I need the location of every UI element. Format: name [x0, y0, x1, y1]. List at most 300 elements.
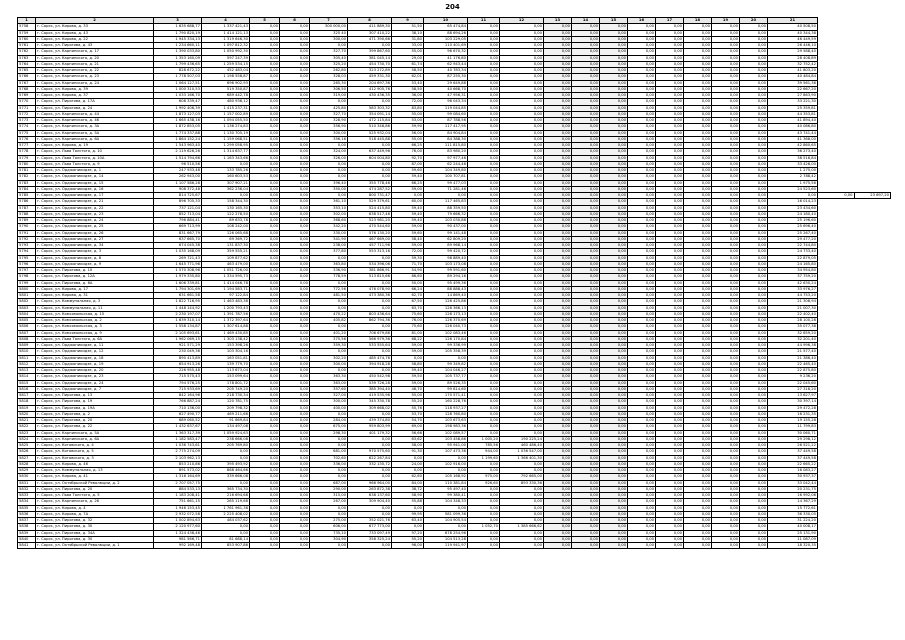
value-cell: 0,00 — [656, 280, 684, 286]
value-cell: 0,00 — [712, 343, 740, 349]
value-cell: 637 665,70 — [154, 236, 202, 242]
value-cell: 0,00 — [712, 230, 740, 236]
value-cell: 0,00 — [572, 155, 600, 161]
value-cell: 40 086,80 — [768, 124, 818, 130]
value-cell: 469 211,66 — [202, 411, 250, 417]
value-cell: 0,00 — [600, 411, 628, 417]
value-cell: 32 752,42 — [768, 61, 818, 67]
value-cell: 14 367,29 — [768, 499, 818, 505]
value-cell: 0,00 — [628, 36, 656, 42]
value-cell: 0,00 — [572, 361, 600, 367]
value-cell: 0,00 — [656, 318, 684, 324]
value-cell: 0,00 — [628, 399, 656, 405]
address-cell: г. Сорск, ул. Пирогова, д. 19А — [36, 405, 154, 411]
value-cell: 0,00 — [712, 449, 740, 455]
value-cell: 1 275,00 — [768, 168, 818, 174]
value-cell: 0,00 — [500, 193, 544, 199]
value-cell: 30 060,71 — [768, 430, 818, 436]
value-cell: 0,00 — [712, 93, 740, 99]
value-cell: 0,00 — [544, 330, 572, 336]
row-number-cell: 5760 — [18, 36, 36, 42]
value-cell: 0,00 — [250, 161, 280, 167]
value-cell: 0,00 — [712, 349, 740, 355]
row-number-cell: 5775 — [18, 130, 36, 136]
value-cell: 22 402,40 — [768, 311, 818, 317]
value-cell: 0,00 — [348, 543, 392, 549]
value-cell: 0,00 — [202, 530, 250, 536]
value-cell: 0,00 — [656, 99, 684, 105]
value-cell: 0,00 — [250, 305, 280, 311]
value-cell: 0,00 — [600, 368, 628, 374]
row-number-cell: 5795 — [18, 255, 36, 261]
value-cell: 0,00 — [712, 80, 740, 86]
value-cell: 0,00 — [684, 518, 712, 524]
value-cell: 0,00 — [280, 449, 310, 455]
value-cell: 0,00 — [656, 211, 684, 217]
value-cell: 1 199,60 — [468, 455, 500, 461]
value-cell: 0,00 — [712, 286, 740, 292]
value-cell: 0,00 — [280, 536, 310, 542]
value-cell: 0,00 — [628, 211, 656, 217]
value-cell: 0,00 — [572, 86, 600, 92]
value-cell: 399 867,60 — [348, 49, 392, 55]
value-cell: 966 964,00 — [348, 480, 392, 486]
value-cell: 0,00 — [468, 405, 500, 411]
value-cell: 0,00 — [740, 393, 768, 399]
value-cell: 0,00 — [310, 299, 348, 305]
value-cell: 0,00 — [684, 349, 712, 355]
value-cell: 0,00 — [544, 443, 572, 449]
value-cell: 0,00 — [468, 424, 500, 430]
value-cell: 467 669,00 — [348, 236, 392, 242]
address-cell: г. Сорск, ул. Льва Толстого, д. 9 — [36, 161, 154, 167]
value-cell: 0,00 — [656, 343, 684, 349]
address-cell: г. Сорск, ул. Карпинского, д. 44 — [36, 111, 154, 117]
value-cell: 0,00 — [740, 380, 768, 386]
value-cell: 0,00 — [656, 468, 684, 474]
value-cell: 29 649,88 — [424, 80, 468, 86]
value-cell: 1 159 068,51 — [202, 136, 250, 142]
row-number-cell: 5807 — [18, 330, 36, 336]
value-cell: 68,22 — [392, 336, 424, 342]
value-cell: 0,00 — [600, 155, 628, 161]
address-cell: г. Сорск, ул. Карпинского, д. 26 — [36, 499, 154, 505]
value-cell: 84 904,84 — [424, 130, 468, 136]
value-cell: 0,00 — [628, 430, 656, 436]
row-number-cell: 5816 — [18, 386, 36, 392]
value-cell: 0,00 — [600, 118, 628, 124]
value-cell: 0,00 — [740, 493, 768, 499]
value-cell: 0,00 — [500, 105, 544, 111]
value-cell: 72,00 — [392, 249, 424, 255]
value-cell: 0,00 — [656, 486, 684, 492]
address-cell: г. Сорск, ул. Кирова, д. 37 — [36, 93, 154, 99]
value-cell: 0,00 — [684, 361, 712, 367]
value-cell: 0,00 — [468, 349, 500, 355]
value-cell: 0,00 — [712, 324, 740, 330]
value-cell: 267,00 — [310, 499, 348, 505]
address-cell: г. Сорск, ул. Орджоникидзе, д. 19 — [36, 361, 154, 367]
value-cell: 0,00 — [712, 255, 740, 261]
value-cell: 0,00 — [628, 505, 656, 511]
value-cell: 99 814,60 — [424, 386, 468, 392]
value-cell: 0,00 — [250, 480, 280, 486]
value-cell: 944,00 — [468, 449, 500, 455]
address-cell: г. Сорск, ул. Орджоникидзе, д. 17 — [36, 193, 154, 199]
value-cell: 0,00 — [712, 211, 740, 217]
value-cell: 87 788,56 — [424, 118, 468, 124]
value-cell: 2 225 408,02 — [202, 511, 250, 517]
address-cell: г. Сорск, ул. Пирогова, д. 30 — [36, 524, 154, 530]
address-cell: г. Сорск, ул. Карпинского, д. 5А — [36, 430, 154, 436]
value-cell: 604 004,80 — [348, 155, 392, 161]
row-number-cell: 5809 — [18, 343, 36, 349]
value-cell: 0,00 — [468, 511, 500, 517]
value-cell: 63,40 — [392, 518, 424, 524]
value-cell: 59,00 — [392, 186, 424, 192]
value-cell: 0,00 — [572, 399, 600, 405]
value-cell: 0,00 — [500, 168, 544, 174]
value-cell: 56,66 — [392, 430, 424, 436]
address-cell: г. Сорск, ул. Пирогова, д. 32 — [36, 518, 154, 524]
row-number-cell: 5764 — [18, 61, 36, 67]
value-cell: 33,00 — [392, 43, 424, 49]
value-cell: 0,00 — [656, 180, 684, 186]
value-cell: 1 064 127,51 — [154, 80, 202, 86]
row-number-cell: 5783 — [18, 180, 36, 186]
value-cell: 14 869,40 — [424, 293, 468, 299]
value-cell: 0,00 — [628, 443, 656, 449]
value-cell: 0,00 — [468, 336, 500, 342]
row-number-cell: 5839 — [18, 530, 36, 536]
value-cell: 868 464,66 — [202, 468, 250, 474]
value-cell: 1 303 138,42 — [202, 336, 250, 342]
value-cell: 66,25 — [392, 143, 424, 149]
value-cell: 0,00 — [712, 318, 740, 324]
value-cell: 0,00 — [500, 61, 544, 67]
row-number-cell: 5805 — [18, 318, 36, 324]
value-cell: 687,00 — [310, 480, 348, 486]
value-cell: 597 247,39 — [202, 55, 250, 61]
row-number-cell: 5791 — [18, 230, 36, 236]
value-cell: 0,00 — [712, 43, 740, 49]
value-cell: 0,00 — [500, 261, 544, 267]
value-cell: 0,00 — [600, 418, 628, 424]
value-cell: 0,00 — [310, 99, 348, 105]
value-cell: 0,00 — [468, 74, 500, 80]
value-cell: 0,00 — [740, 24, 768, 30]
value-cell: 0,00 — [712, 330, 740, 336]
value-cell: 22 465,40 — [768, 361, 818, 367]
value-cell: 75,60 — [392, 324, 424, 330]
value-cell: 0,00 — [600, 143, 628, 149]
value-cell: 58,40 — [392, 236, 424, 242]
value-cell: 0,00 — [310, 505, 348, 511]
column-header: 17 — [656, 18, 684, 24]
value-cell: 0,00 — [684, 36, 712, 42]
value-cell: 92,70 — [392, 155, 424, 161]
value-cell: 0,00 — [250, 136, 280, 142]
value-cell: 0,00 — [250, 24, 280, 30]
value-cell: 69,00 — [392, 424, 424, 430]
value-cell: 0,00 — [392, 193, 424, 199]
value-cell: 0,00 — [280, 311, 310, 317]
value-cell: 0,00 — [280, 199, 310, 205]
value-cell: 1 366 401,30 — [500, 455, 544, 461]
address-cell: г. Сорск, ул. Коммунальная, д. 11 — [36, 305, 154, 311]
value-cell: 59,40 — [392, 174, 424, 180]
value-cell: 0,00 — [712, 355, 740, 361]
value-cell: 0,00 — [468, 186, 500, 192]
value-cell: 0,00 — [712, 524, 740, 530]
value-cell: 0,00 — [656, 74, 684, 80]
value-cell: 0,00 — [544, 205, 572, 211]
address-cell: г. Сорск, ул. Орджоникидзе, д. 1 — [36, 168, 154, 174]
value-cell: 0,00 — [600, 299, 628, 305]
value-cell: 0,00 — [202, 480, 250, 486]
value-cell: 83,80 — [392, 105, 424, 111]
value-cell: 0,00 — [250, 186, 280, 192]
value-cell: 0,00 — [572, 174, 600, 180]
value-cell: 0,00 — [544, 468, 572, 474]
value-cell: 0,00 — [600, 74, 628, 80]
value-cell: 0,00 — [628, 268, 656, 274]
value-cell: 0,00 — [500, 311, 544, 317]
value-cell: 0,00 — [740, 43, 768, 49]
address-cell: г. Сорск, ул. Орджоникидзе, д. 26 — [36, 230, 154, 236]
value-cell: 975,00 — [468, 474, 500, 480]
value-cell: 1 051 726,00 — [202, 268, 250, 274]
value-cell: 0,00 — [280, 443, 310, 449]
value-cell: 0,00 — [250, 80, 280, 86]
value-cell: 400,00 — [310, 405, 348, 411]
value-cell: 0,00 — [684, 380, 712, 386]
column-header: 15 — [600, 18, 628, 24]
value-cell: 0,00 — [684, 49, 712, 55]
value-cell: 0,00 — [250, 349, 280, 355]
row-number-cell: 5772 — [18, 111, 36, 117]
value-cell: 0,00 — [468, 218, 500, 224]
value-cell: 1 606 339,81 — [154, 280, 202, 286]
value-cell: 0,00 — [628, 543, 656, 549]
value-cell: 0,00 — [468, 386, 500, 392]
value-cell: 0,00 — [544, 255, 572, 261]
value-cell: 59,00 — [392, 343, 424, 349]
value-cell: 0,00 — [468, 343, 500, 349]
value-cell: 0,00 — [572, 418, 600, 424]
value-cell: 0,00 — [468, 418, 500, 424]
value-cell: 0,00 — [684, 393, 712, 399]
value-cell: 0,00 — [600, 536, 628, 542]
value-cell: 0,00 — [544, 361, 572, 367]
value-cell: 21 007,30 — [768, 305, 818, 311]
value-cell: 0,00 — [202, 524, 250, 530]
value-cell: 1 639 310,14 — [154, 318, 202, 324]
value-cell: 30 937,37 — [768, 474, 818, 480]
value-cell: 0,00 — [250, 155, 280, 161]
value-cell: 0,00 — [656, 243, 684, 249]
value-cell: 0,00 — [500, 118, 544, 124]
row-number-cell: 5767 — [18, 80, 36, 86]
value-cell: 0,00 — [250, 111, 280, 117]
value-cell: 1 799 436,65 — [154, 61, 202, 67]
value-cell: 0,00 — [544, 236, 572, 242]
address-cell: г. Сорск, ул. Пирогова, д. 6А — [36, 280, 154, 286]
value-cell: 0,00 — [712, 280, 740, 286]
value-cell: 0,00 — [310, 436, 348, 442]
value-cell: 0,00 — [280, 343, 310, 349]
value-cell: 300,00 — [310, 361, 348, 367]
value-cell: 0,00 — [500, 111, 544, 117]
value-cell: 0,00 — [740, 543, 768, 549]
value-cell: 0,00 — [310, 411, 348, 417]
value-cell: 0,00 — [656, 249, 684, 255]
value-cell: 0,00 — [572, 480, 600, 486]
value-cell: 0,00 — [544, 105, 572, 111]
value-cell: 395 493,92 — [202, 461, 250, 467]
value-cell: 0,00 — [684, 486, 712, 492]
value-cell: 0,00 — [310, 174, 348, 180]
value-cell: 0,00 — [280, 43, 310, 49]
value-cell: 0,00 — [250, 361, 280, 367]
value-cell: 891 573,02 — [154, 468, 202, 474]
value-cell: 0,00 — [280, 524, 310, 530]
value-cell: 0,00 — [572, 293, 600, 299]
value-cell: 0,00 — [740, 199, 768, 205]
value-cell: 0,00 — [600, 355, 628, 361]
value-cell: 22 667,20 — [768, 86, 818, 92]
value-cell: 0,00 — [468, 286, 500, 292]
value-cell: 0,00 — [684, 474, 712, 480]
value-cell: 0,00 — [600, 249, 628, 255]
value-cell: 55,20 — [392, 536, 424, 542]
value-cell: 35 077,38 — [768, 324, 818, 330]
value-cell: 751 661,15 — [154, 499, 202, 505]
value-cell: 1 385 666,62 — [500, 524, 544, 530]
value-cell: 510 348,86 — [348, 124, 392, 130]
value-cell: 0,00 — [628, 280, 656, 286]
value-cell: 0,00 — [468, 49, 500, 55]
value-cell: 13 627,97 — [768, 393, 818, 399]
value-cell: 99 141,48 — [424, 230, 468, 236]
value-cell: 0,00 — [280, 155, 310, 161]
value-cell: 42 630,24 — [768, 280, 818, 286]
value-cell: 0,00 — [250, 205, 280, 211]
value-cell: 460 486,40 — [500, 443, 544, 449]
value-cell: 0,00 — [572, 380, 600, 386]
value-cell: 0,00 — [740, 330, 768, 336]
address-cell: г. Сорск, ул. Пирогова, д. 10 — [36, 268, 154, 274]
value-cell: 0,00 — [280, 186, 310, 192]
value-cell: 0,00 — [250, 474, 280, 480]
value-cell: 0,00 — [628, 411, 656, 417]
row-number-cell: 5802 — [18, 299, 36, 305]
value-cell: 59,60 — [392, 168, 424, 174]
value-cell: 0,00 — [500, 336, 544, 342]
value-cell: 118 937,27 — [424, 405, 468, 411]
value-cell: 1 036 743,61 — [154, 443, 202, 449]
value-cell: 0,00 — [740, 161, 768, 167]
value-cell: 0,00 — [500, 486, 544, 492]
value-cell: 0,00 — [684, 168, 712, 174]
value-cell: 0,00 — [250, 511, 280, 517]
address-cell: г. Сорск, ул. Кирова, д. 7А — [36, 511, 154, 517]
value-cell: 0,00 — [684, 368, 712, 374]
value-cell: 88 694,26 — [424, 30, 468, 36]
value-cell: 0,00 — [740, 55, 768, 61]
value-cell: 25 267,40 — [768, 230, 818, 236]
value-cell: 471 390,66 — [348, 36, 392, 42]
value-cell: 103 173,08 — [424, 261, 468, 267]
value-cell: 53,40 — [392, 80, 424, 86]
address-cell: г. Сорск, ул. Пирогова, д. 13 — [36, 393, 154, 399]
value-cell: 0,00 — [500, 74, 544, 80]
value-cell: 405,82 — [310, 318, 348, 324]
value-cell: 0,00 — [500, 386, 544, 392]
value-cell: 0,00 — [572, 455, 600, 461]
value-cell: 58,00 — [392, 443, 424, 449]
value-cell: 0,00 — [572, 318, 600, 324]
value-cell: 126 173,13 — [424, 311, 468, 317]
value-cell: 0,00 — [628, 293, 656, 299]
value-cell: 0,00 — [468, 61, 500, 67]
value-cell: 84,00 — [392, 480, 424, 486]
value-cell: 0,00 — [684, 286, 712, 292]
value-cell: 99 349,82 — [424, 361, 468, 367]
address-cell: г. Сорск, ул. Пирогова, д. 34А — [36, 530, 154, 536]
value-cell: 0,00 — [628, 361, 656, 367]
value-cell: 99,95 — [392, 511, 424, 517]
value-cell: 0,00 — [392, 455, 424, 461]
value-cell: 581 099,36 — [424, 511, 468, 517]
value-cell: 766 887,24 — [154, 399, 202, 405]
value-cell: 59,00 — [392, 243, 424, 249]
value-cell: 361,10 — [310, 199, 348, 205]
value-cell: 0,00 — [572, 43, 600, 49]
value-cell: 0,00 — [684, 161, 712, 167]
value-cell: 0,00 — [544, 230, 572, 236]
value-cell: 160 603,53 — [202, 174, 250, 180]
value-cell: 0,00 — [424, 355, 468, 361]
value-cell: 0,00 — [684, 468, 712, 474]
value-cell: 0,00 — [250, 105, 280, 111]
value-cell: 0,00 — [544, 486, 572, 492]
value-cell: 0,00 — [740, 61, 768, 67]
row-number-cell: 5758 — [18, 24, 36, 30]
value-cell: 1 979 335,80 — [154, 274, 202, 280]
value-cell: 0,00 — [684, 424, 712, 430]
value-cell: 16 014,23 — [768, 199, 818, 205]
value-cell: 332 135,72 — [348, 461, 392, 467]
value-cell: 0,00 — [712, 399, 740, 405]
value-cell: 715 575,43 — [154, 374, 202, 380]
value-cell: 0,00 — [572, 80, 600, 86]
value-cell: 0,00 — [250, 380, 280, 386]
value-cell: 0,00 — [250, 180, 280, 186]
value-cell: 0,00 — [544, 168, 572, 174]
address-cell: г. Сорск, ул. Пирогова, д. 22 — [36, 424, 154, 430]
value-cell: 0,00 — [544, 305, 572, 311]
value-cell: 0,00 — [712, 505, 740, 511]
value-cell: 677 773,00 — [348, 524, 392, 530]
value-cell: 831 667,79 — [154, 230, 202, 236]
value-cell: 0,00 — [740, 218, 768, 224]
value-cell: 0,00 — [600, 61, 628, 67]
value-cell: 0,00 — [500, 305, 544, 311]
value-cell: 309 668,02 — [348, 405, 392, 411]
value-cell: 0,00 — [740, 468, 768, 474]
value-cell: 0,00 — [468, 355, 500, 361]
